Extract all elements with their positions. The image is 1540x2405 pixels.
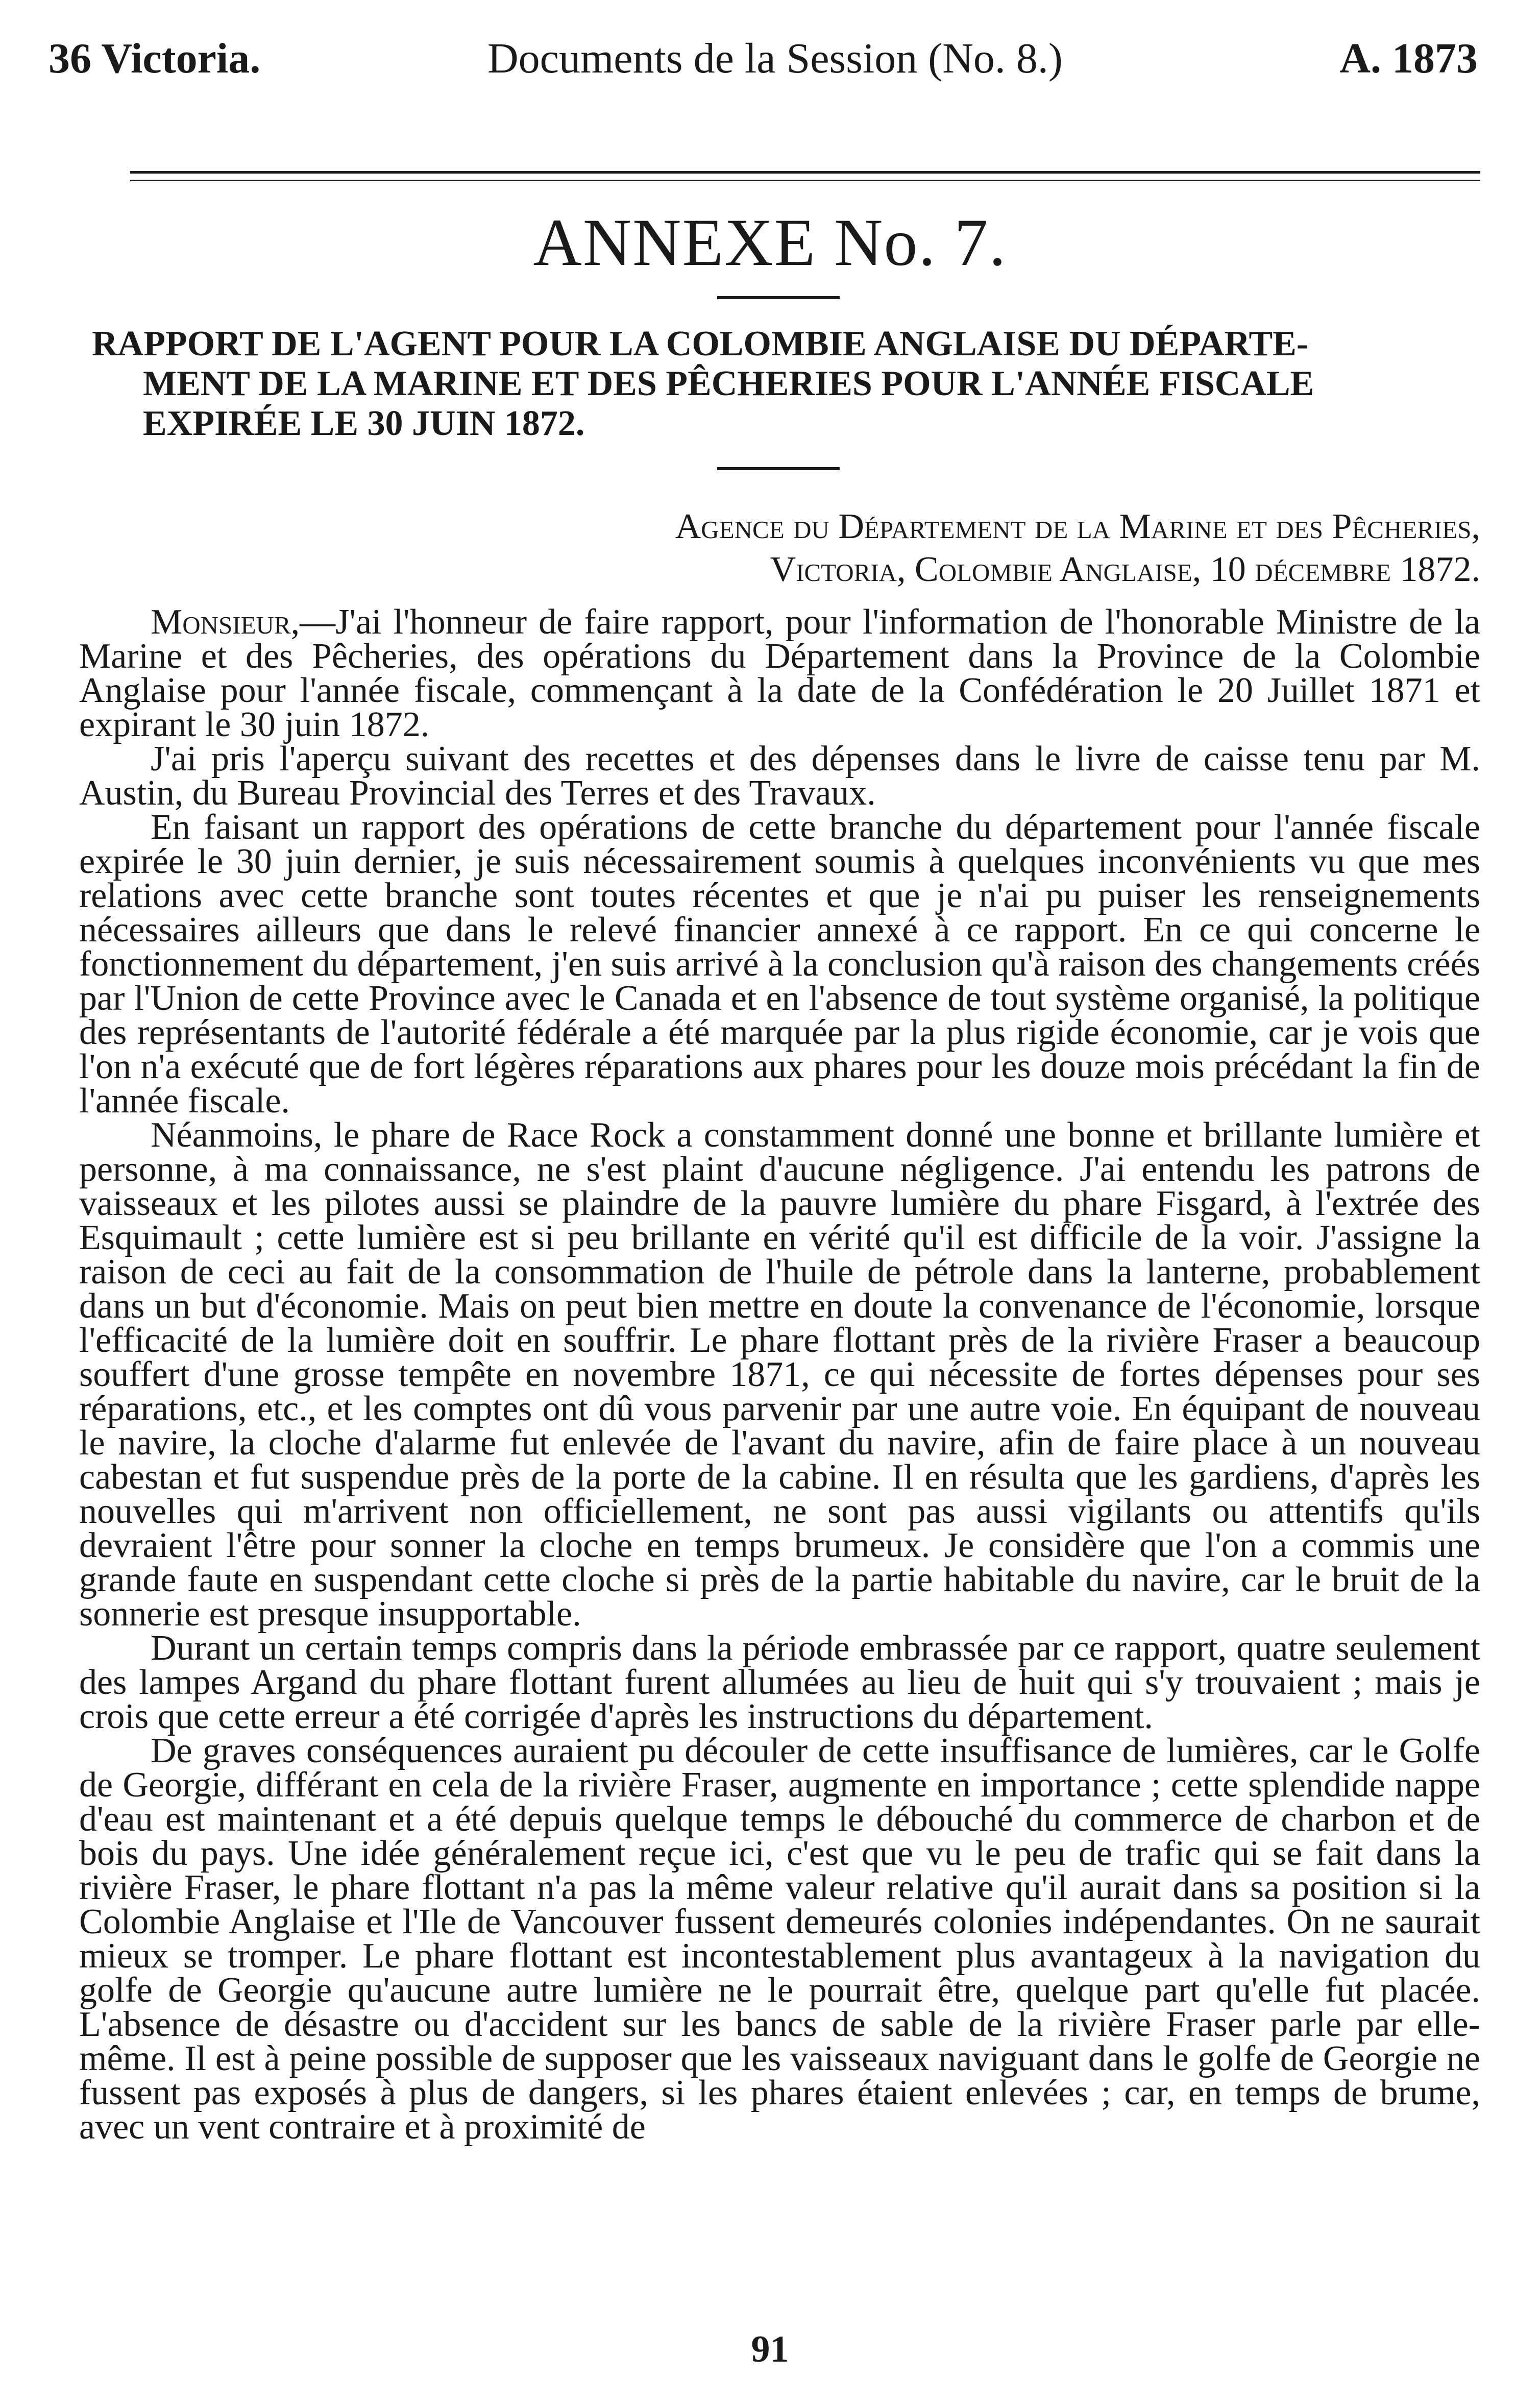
report-heading xyxy=(92,324,1480,444)
title-divider-rule xyxy=(717,296,840,299)
header-rule-thin xyxy=(130,180,1480,181)
header-regnal-year: 36 Victoria. xyxy=(48,35,261,82)
paragraph-3: En faisant un rapport des opérations de cette branche du département pour l'année fiscale expirée le 30 juin dernier, je suis nécessairement soumis à quelques inconvénients vu que mes relations avec cette branche sont toutes récentes et que je n'ai pu puiser les renseignements nécessaires ailleurs que dans le relevé financier annexé à ce rapport. En ce qui concerne le fonctionnement du département, j'en suis arrivé à la conclusion qu'à raison des changements créés par l'Union de cette Province avec le Canada et en l'absence de tout système organisé, la politique des représentants de l'autorité fédérale a été marquée par la plus rigide économie, car je vois que l'on n'a exécuté que de fort légères réparations aux phares pour les douze mois précédant la fin de l'année fiscale. xyxy=(79,808,1480,1121)
agency-dateline xyxy=(357,505,1480,591)
report-heading-line-3: EXPIRÉE LE 30 JUIN 1872. xyxy=(143,404,585,443)
paragraph-2: J'ai pris l'aperçu suivant des recettes et des dépenses dans le livre de caisse tenu par M. Austin, du Bureau Provincial des Terres et des Travaux. xyxy=(79,739,1480,813)
running-header xyxy=(48,28,1478,89)
agency-place-date: Victoria, Colombie Anglaise, 10 décembre 1872. xyxy=(770,550,1480,589)
paragraph-1-text: —J'ai l'honneur de faire rapport, pour l'information de l'honorable Ministre de la Marine et des Pêcheries, des opérations du Département dans la Province de la Colombie Anglaise pour l'année fiscale, commençant à la date de la Confédération le 20 Juillet 1871 et expirant le 30 juin 1872. xyxy=(79,602,1480,744)
paragraph-6: De graves conséquences auraient pu découler de cette insuffisance de lumières, car le Golfe de Georgie, différant en cela de la rivière Fraser, augmente en importance ; cette splendide nappe d'eau est maintenant et a été depuis quelque temps le débouché du commerce de charbon et de bois du pays. Une idée généralement reçue ici, c'est que vu le peu de trafic qui se fait dans la rivière Fraser, le phare flottant n'a pas la même valeur relative qu'il aurait dans sa position si la Colombie Anglaise et l'Ile de Vancouver fussent demeurés colonies indépendantes. On ne saurait mieux se tromper. Le phare flottant est incontestablement plus avantageux à la navigation du golfe de Georgie qu'aucune autre lumière ne le pourrait être, quelque part qu'elle fut placée. L'absence de désastre ou d'accident sur les bancs de sable de la rivière Fraser parle par elle-même. Il est à peine possible de supposer que les vaisseaux naviguant dans le golfe de Georgie ne fussent pas exposés à plus de dangers, si les phares étaient enlevées ; car, en temps de brume, avec un vent contraire et à proximité de xyxy=(79,1731,1480,2147)
header-rule-thick xyxy=(130,171,1480,174)
report-heading-line-2: MENT DE LA MARINE ET DES PÊCHERIES POUR L'ANNÉE FISCALE xyxy=(143,364,1314,403)
report-heading-line-1: RAPPORT DE L'AGENT POUR LA COLOMBIE ANGLAISE DU DÉPARTE- xyxy=(92,324,1309,363)
page-number: 91 xyxy=(751,2328,789,2370)
header-session-documents: Documents de la Session (No. 8.) xyxy=(487,35,1063,82)
header-year: A. 1873 xyxy=(1339,35,1478,82)
letter-body xyxy=(79,602,1480,2147)
paragraph-1 xyxy=(79,602,1480,744)
agency-name: Agence du Département de la Marine et des Pêcheries, xyxy=(675,507,1480,546)
annexe-title: ANNEXE No. 7. xyxy=(533,205,1007,280)
paragraph-5: Durant un certain temps compris dans la période embrassée par ce rapport, quatre seulement des lampes Argand du phare flottant furent allumées au lieu de huit qui s'y trouvaient ; mais je crois que cette erreur a été corrigée d'après les instructions du département. xyxy=(79,1629,1480,1736)
paragraph-4: Néanmoins, le phare de Race Rock a constamment donné une bonne et brillante lumière et personne, à ma connaissance, ne s'est plaint d'aucune négligence. J'ai entendu les patrons de vaisseaux et les pilotes aussi se plaindre de la pauvre lumière du phare Fisgard, à l'extrée des Esquimault ; cette lumière est si peu brillante en vérité qu'il est difficile de la voir. J'assigne la raison de ceci au fait de la consommation de l'huile de pétrole dans la lanterne, probablement dans un but d'économie. Mais on peut bien mettre en doute la convenance de l'économie, lorsque l'efficacité de la lumière doit en souffrir. Le phare flottant près de la rivière Fraser a beaucoup souffert d'une grosse tempête en novembre 1871, ce qui nécessite de fortes dépenses pour ses réparations, etc., et les comptes ont dû vous parvenir par une autre voie. En équipant de nouveau le navire, la cloche d'alarme fut enlevée de l'avant du navire, afin de faire place à un nouveau cabestan et fut suspendue près de la porte de la cabine. Il en résulta que les gardiens, d'après les nouvelles qui m'arrivent non officiellement, ne sont pas aussi vigilants ou attentifs qu'ils devraient l'être pour sonner la cloche en temps brumeux. Je considère que l'on a commis une grande faute en suspendant cette cloche si près de la partie habitable du navire, car le bruit de la sonnerie est presque insupportable. xyxy=(79,1115,1480,1634)
salutation: Monsieur, xyxy=(151,602,300,642)
heading-divider-rule xyxy=(717,467,840,470)
